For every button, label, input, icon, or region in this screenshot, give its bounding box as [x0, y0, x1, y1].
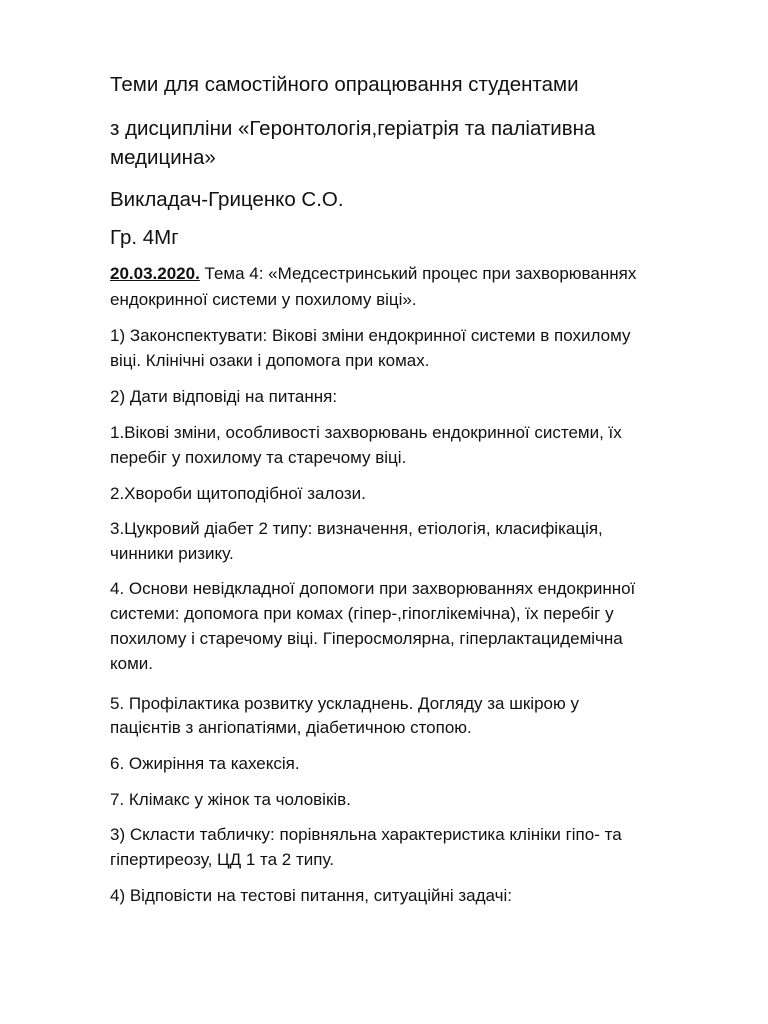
question-7: 7. Клімакс у жінок та чоловіків.	[110, 790, 351, 809]
question-6: 6. Ожиріння та кахексія.	[110, 754, 300, 773]
title-line-2: з дисципліни «Геронтологія,геріатрія та паліативна	[110, 117, 596, 140]
title-line-1: Теми для самостійного опрацювання студентами	[110, 73, 579, 96]
topic-line-2: ендокринної системи у похилому віці».	[110, 290, 417, 309]
question-4-line-3: похилому і старечому віці. Гіперосмолярна, гіперлактацидемічна	[110, 629, 623, 648]
topic-line-1: Тема 4: «Медсестринський процес при захворюваннях	[199, 264, 637, 283]
question-4-line-2: системи: допомога при комах (гіпер-,гіпоглікемічна), їх перебіг у	[110, 604, 614, 623]
question-5-line-1: 5. Профілактика розвитку ускладнень. Догляду за шкірою у	[110, 694, 579, 713]
topic-heading	[110, 262, 636, 286]
question-1-line-2: перебіг у похилому та старечому віці.	[110, 448, 407, 467]
question-4-line-1: 4. Основи невідкладної допомоги при захворюваннях ендокринної	[110, 579, 636, 598]
question-3-line-1: 3.Цукровий діабет 2 типу: визначення, етіологія, класифікація,	[110, 519, 603, 538]
item-3-line-1: 3) Скласти табличку: порівняльна характеристика клініки гіпо- та	[110, 825, 622, 844]
question-2: 2.Хвороби щитоподібної залози.	[110, 484, 366, 503]
item-1-line-2: віці. Клінічні озаки і допомога при комах.	[110, 351, 430, 370]
teacher-name: Викладач-Гриценко С.О.	[110, 188, 344, 211]
question-1-line-1: 1.Вікові зміни, особливості захворювань ендокринної системи, їх	[110, 423, 622, 442]
question-3-line-2: чинники ризику.	[110, 544, 234, 563]
question-5-line-2: пацієнтів з ангіопатіями, діабетичною стопою.	[110, 718, 472, 737]
item-3-line-2: гіпертиреозу, ЦД 1 та 2 типу.	[110, 850, 334, 869]
group-label: Гр. 4Мг	[110, 226, 179, 249]
question-4-line-4: коми.	[110, 654, 153, 673]
item-4: 4) Відповісти на тестові питання, ситуаційні задачі:	[110, 886, 512, 905]
item-2: 2) Дати відповіді на питання:	[110, 387, 338, 406]
title-line-3: медицина»	[110, 146, 216, 169]
date-label: 20.03.2020.	[110, 264, 200, 283]
item-1-line-1: 1) Законспектувати: Вікові зміни ендокринної системи в похилому	[110, 326, 631, 345]
